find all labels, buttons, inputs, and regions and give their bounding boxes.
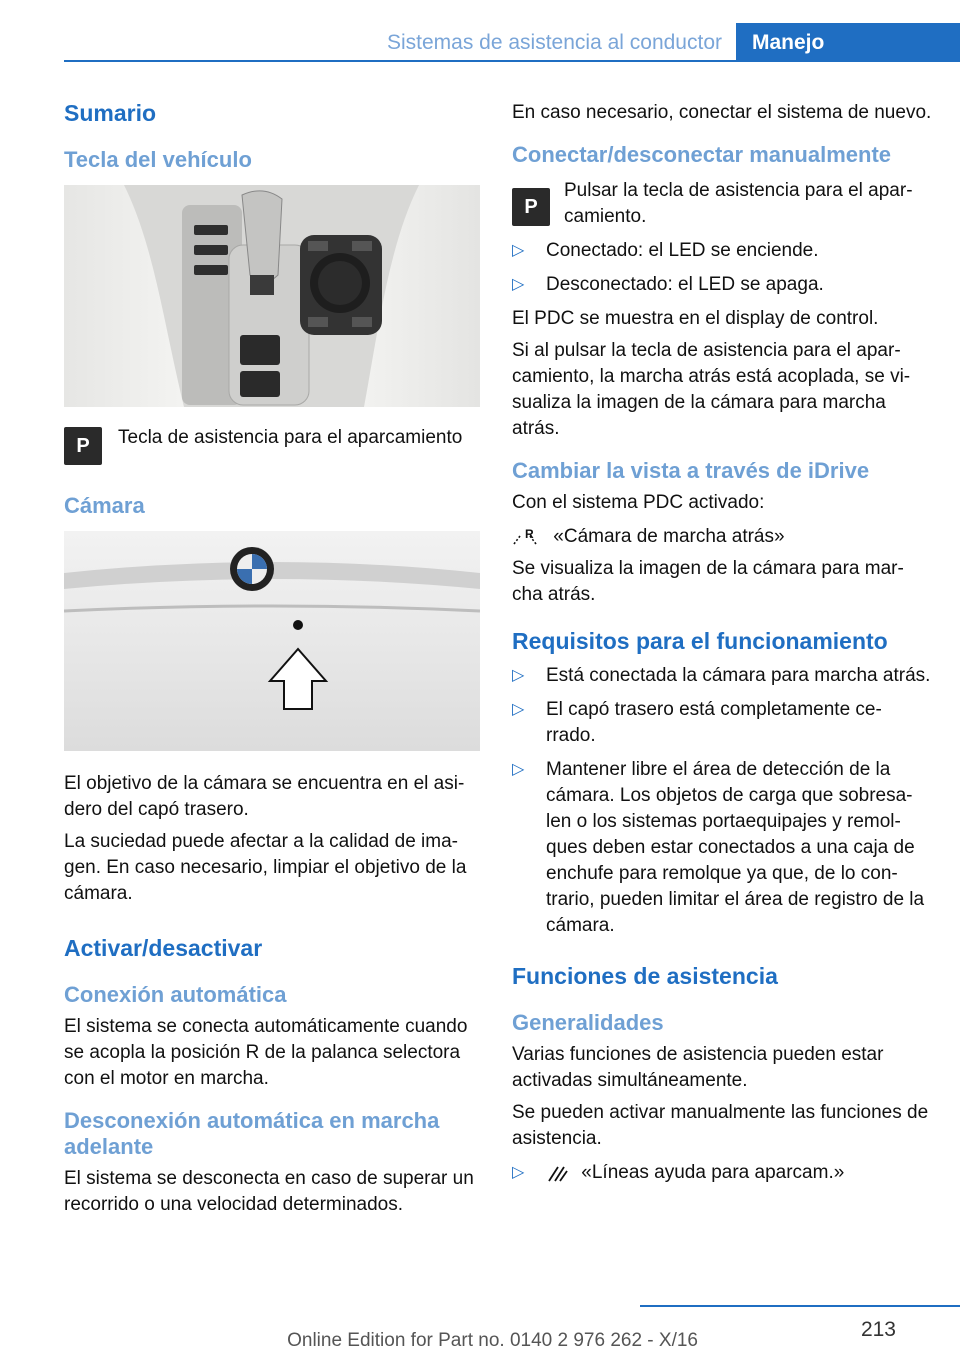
- manual-status-list: [512, 238, 932, 298]
- triangle-bullet-icon: ▷: [512, 761, 525, 778]
- rear-camera-icon: [512, 526, 538, 548]
- heading-tecla: Tecla del vehículo: [64, 147, 252, 172]
- heading-camara: Cámara: [64, 493, 145, 518]
- heading-requisitos: Requisitos para el funcionamiento: [512, 628, 888, 654]
- page-number: 213: [860, 1318, 896, 1341]
- camara-paragraph-1: El objetivo de la cámara se encuentra en el asi‐ dero del capó trasero.: [64, 773, 465, 820]
- left-column: [64, 100, 482, 1218]
- list-item: ▷ Desconectado: el LED se apaga.: [512, 272, 932, 298]
- heading-generalidades: Generalidades: [512, 1010, 664, 1035]
- funciones-list: [512, 1160, 932, 1186]
- triangle-bullet-icon: ▷: [512, 1164, 525, 1181]
- heading-desconexion: Desconexión automática en marcha adelante: [64, 1108, 440, 1159]
- list-item: ▷ «Líneas ayuda para aparcam.»: [512, 1160, 932, 1186]
- right-column: [512, 100, 932, 1186]
- triangle-bullet-icon: ▷: [512, 701, 525, 718]
- header-section-title: Sistemas de asistencia al conductor: [386, 31, 722, 54]
- conexion-paragraph: El sistema se conecta automáticamente cuando se acopla la posición R de la palanca selectora con el motor en marcha.: [64, 1016, 468, 1089]
- heading-sumario: Sumario: [64, 100, 157, 126]
- idrive-paragraph-1: Con el sistema PDC activado:: [512, 492, 765, 513]
- desconexion-paragraph: El sistema se desconecta en caso de superar un recorrido o una velocidad determinados.: [64, 1168, 474, 1215]
- edition-note: Online Edition for Part no. 0140 2 976 262 - X/16: [287, 1330, 698, 1351]
- list-item: ▷ Mantener libre el área de detección de la cámara. Los objetos de carga que sobresa‐ len o los sistemas portaequipajes y remol‐ ques deben estar conectados a una caja de enchufe para remolque ya que, de lo con‐ trario, pueden limitar el área de registro de la cámara.: [512, 759, 925, 936]
- heading-idrive: Cambiar la vista a través de iDrive: [512, 458, 870, 483]
- heading-activar: Activar/desactivar: [64, 935, 263, 961]
- idrive-paragraph-2: Se visualiza la imagen de la cámara para mar‐ cha atrás.: [512, 558, 904, 605]
- list-item: ▷ El capó trasero está completamente ce‐ rrado.: [512, 699, 882, 746]
- camara-paragraph-2: La suciedad puede afectar a la calidad de ima‐ gen. En caso necesario, limpiar el objetivo de la cámara.: [64, 831, 467, 904]
- parking-assist-button-icon: P: [64, 427, 102, 465]
- heading-conexion: Conexión automática: [64, 982, 287, 1007]
- footer-rule: [640, 1305, 960, 1307]
- idrive-menu-label: «Cámara de marcha atrás»: [553, 526, 785, 547]
- parking-assist-button-icon: P: [512, 188, 550, 226]
- list-item: ▷ Conectado: el LED se enciende.: [512, 238, 932, 264]
- heading-funciones: Funciones de asistencia: [512, 963, 778, 989]
- header-chapter-tab: Manejo: [736, 23, 960, 62]
- list-item: ▷ Está conectada la cámara para marcha atrás.: [512, 663, 932, 689]
- manual-instruction: Pulsar la tecla de asistencia para el apar‐ camiento.: [564, 180, 913, 227]
- requisitos-list: [512, 663, 932, 939]
- generalidades-paragraph-2: Se pueden activar manualmente las funciones de asistencia.: [512, 1102, 929, 1149]
- gear-selector-photo: [64, 185, 480, 407]
- parking-key-caption-row: [64, 427, 482, 465]
- triangle-bullet-icon: ▷: [512, 242, 525, 259]
- generalidades-paragraph-1: Varias funciones de asistencia pueden estar activadas simultáneamente.: [512, 1044, 884, 1091]
- rear-camera-photo: [64, 531, 480, 751]
- idrive-menu-row: [512, 524, 932, 550]
- parking-guide-lines-icon: [546, 1163, 568, 1183]
- manual-instruction-row: [512, 178, 932, 230]
- svg-text:R: R: [525, 526, 534, 541]
- triangle-bullet-icon: ▷: [512, 276, 525, 293]
- heading-manual: Conectar/desconectar manualmente: [512, 142, 892, 167]
- pdc-paragraph-2: Si al pulsar la tecla de asistencia para el apar‐ camiento, la marcha atrás está acoplada, se vi‐ sualiza la imagen de la cámara para marcha atrás.: [512, 340, 911, 439]
- parking-key-caption: Tecla de asistencia para el aparcamiento: [118, 427, 463, 448]
- triangle-bullet-icon: ▷: [512, 667, 525, 684]
- reconnect-paragraph: En caso necesario, conectar el sistema de nuevo.: [512, 102, 932, 123]
- pdc-paragraph-1: El PDC se muestra en el display de control.: [512, 308, 879, 329]
